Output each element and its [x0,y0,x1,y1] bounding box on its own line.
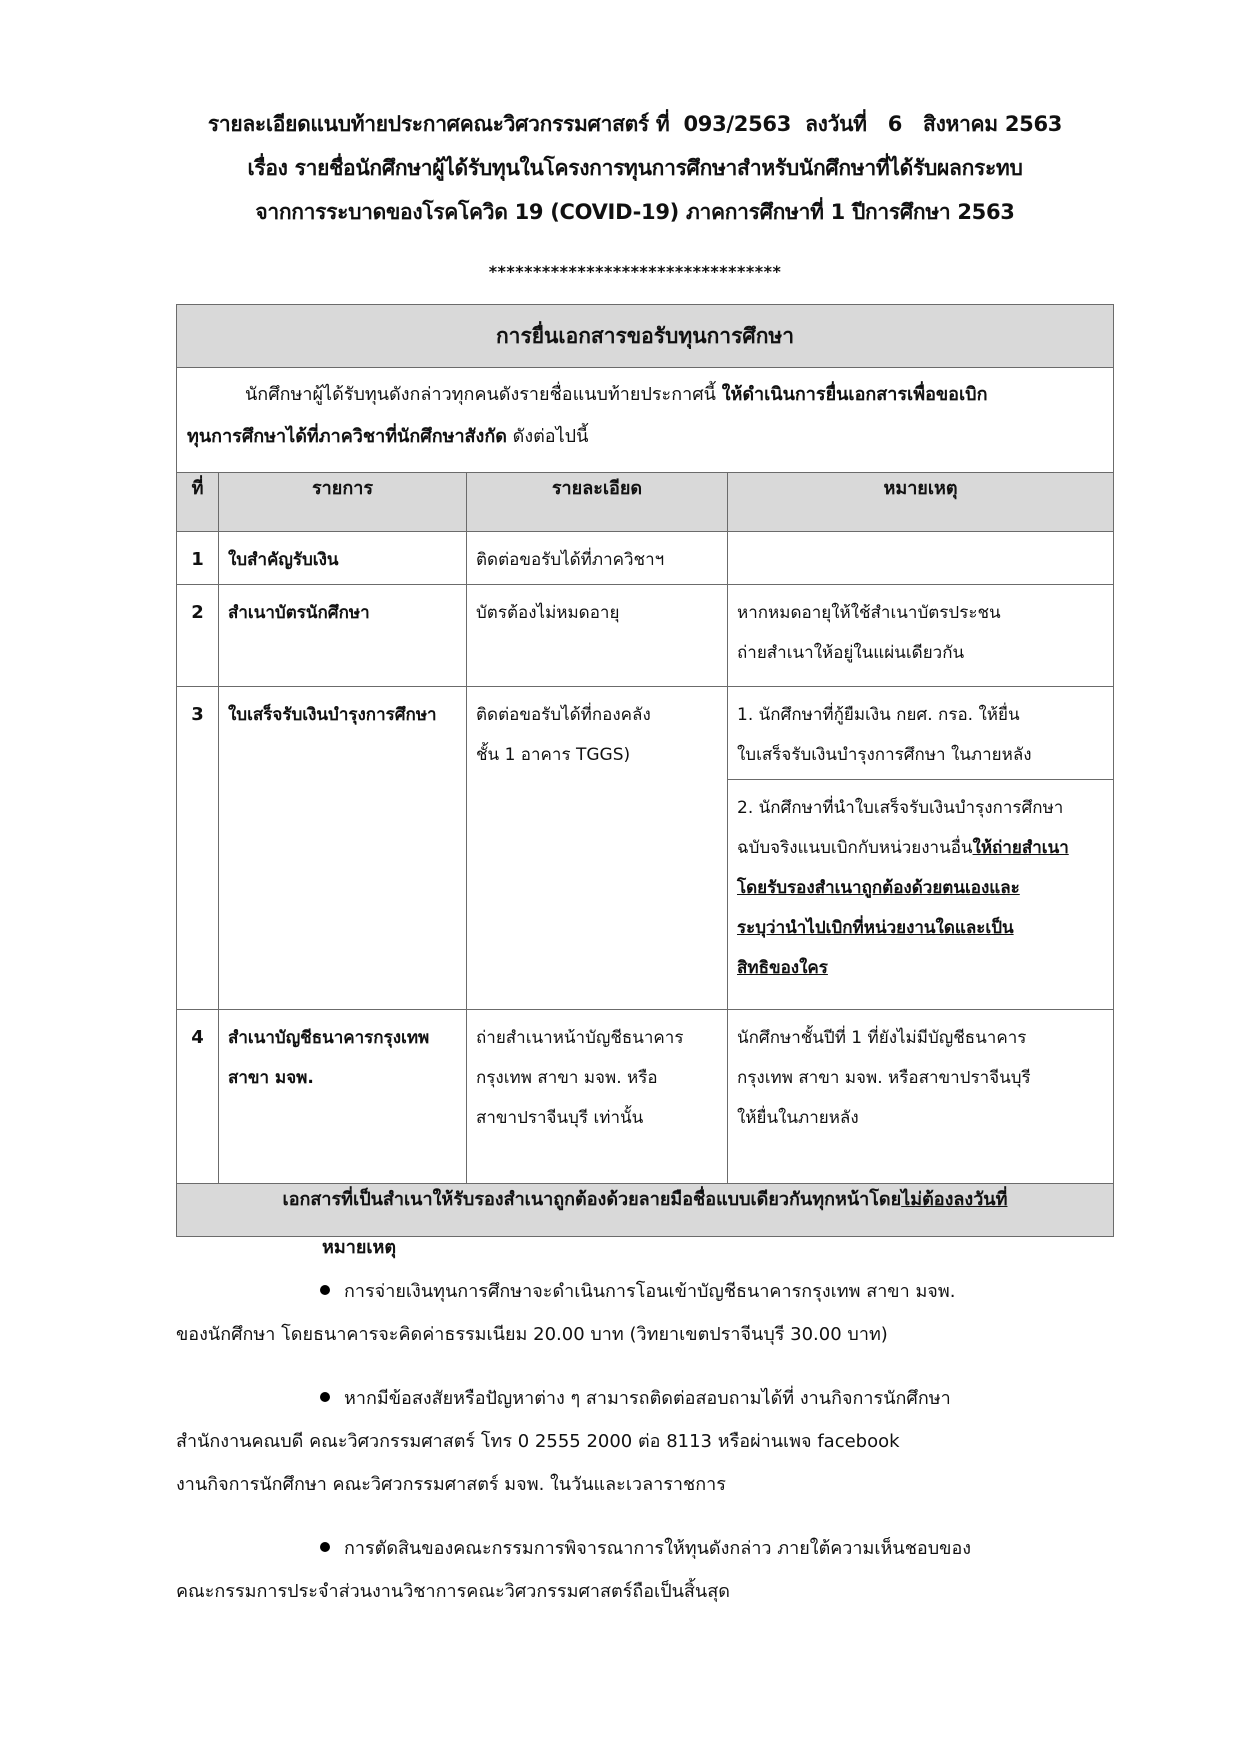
separator: ********************************* [488,262,782,281]
note-line: ของนักศึกษา โดยธนาคารจะคิดค่าธรรมเนียม 20.00 บาท (วิทยาเขตปราจีนบุรี 30.00 บาท) [176,1324,888,1345]
detail-line: ติดต่อขอรับได้ที่กองคลัง [476,705,651,725]
intro-bold-2: ทุนการศึกษาได้ที่ภาควิชาที่นักศึกษาสังกัด [187,426,507,447]
footer-underlined: ไม่ต้องลงวันที่ [901,1189,1008,1210]
remark-line [737,828,1105,868]
row-item [219,1010,467,1184]
intro-bold-1: ให้ดำเนินการยื่นเอกสารเพื่อขอเบิก [721,384,988,405]
row-item: ใบเสร็จรับเงินบำรุงการศึกษา [219,687,467,1010]
row-no: 1 [177,532,219,585]
intro-tail: ดังต่อไปนี้ [506,426,589,447]
table-row [177,532,1114,585]
note-line: การจ่ายเงินทุนการศึกษาจะดำเนินการโอนเข้าบัญชีธนาคารกรุงเทพ สาขา มจพ. [344,1281,956,1302]
footer-text: เอกสารที่เป็นสำเนาให้รับรองสำเนาถูกต้องด้วยลายมือชื่อแบบเดียวกันทุกหน้าโดย [282,1189,902,1210]
table-header-row [177,473,1114,532]
column-header-no: ที่ [177,473,219,532]
bullet-icon [320,1392,330,1402]
row-detail: บัตรต้องไม่หมดอายุ [467,585,728,687]
note-line: หากมีข้อสงสัยหรือปัญหาต่าง ๆ สามารถติดต่อสอบถามได้ที่ งานกิจการนักศึกษา [344,1388,951,1409]
header-line-2: เรื่อง รายชื่อนักศึกษาผู้ได้รับทุนในโครงการทุนการศึกษาสำหรับนักศึกษาที่ได้รับผลกระทบ [247,156,1023,180]
table-row [177,585,1114,687]
bullet-icon [320,1542,330,1552]
row-remark [728,532,1114,585]
intro-text: นักศึกษาผู้ได้รับทุนดังกล่าวทุกคนดังรายชื่อแนบท้ายประกาศนี้ [245,384,722,405]
row-remark [728,1010,1114,1184]
row-detail [467,1010,728,1184]
remark-line: นักศึกษาชั้นปีที่ 1 ที่ยังไม่มีบัญชีธนาคาร [737,1028,1027,1048]
remark-line: โดยรับรองสำเนาถูกต้องด้วยตนเองและ [737,878,1020,898]
header-line-1: รายละเอียดแนบท้ายประกาศคณะวิศวกรรมศาสตร์ ที่ 093/2563 ลงวันที่ 6 สิงหาคม 2563 [207,112,1063,136]
bullet-icon [320,1285,330,1295]
note-line: งานกิจการนักศึกษา คณะวิศวกรรมศาสตร์ มจพ. ในวันและเวลาราชการ [176,1474,726,1495]
row-remark-b [728,780,1114,1010]
table-row [177,687,1114,780]
remark-line: กรุงเทพ สาขา มจพ. หรือสาขาปราจีนบุรี [737,1068,1031,1088]
note-line: การตัดสินของคณะกรรมการพิจารณาการให้ทุนดังกล่าว ภายใต้ความเห็นชอบของ [344,1538,972,1559]
detail-line: กรุงเทพ สาขา มจพ. หรือ [476,1068,658,1088]
row-remark [728,585,1114,687]
row-detail: ติดต่อขอรับได้ที่ภาควิชาฯ [467,532,728,585]
note-item [176,1270,1112,1356]
detail-line: ถ่ายสำเนาหน้าบัญชีธนาคาร [476,1028,684,1048]
remark-line: 2. นักศึกษาที่นำใบเสร็จรับเงินบำรุงการศึกษา [737,798,1064,818]
row-item: สำเนาบัตรนักศึกษา [219,585,467,687]
note-item [176,1377,1112,1506]
table-row [177,1010,1114,1184]
remark-line: สิทธิของใคร [737,958,828,978]
remark-line: ระบุว่านำไปเบิกที่หน่วยงานใดและเป็น [737,918,1014,938]
remark-text: ฉบับจริงแนบเบิกกับหน่วยงานอื่น [737,838,973,858]
notes-title: หมายเหตุ [322,1237,397,1258]
table-footer [177,1184,1114,1237]
section-intro [177,368,1114,473]
remark-line: ใบเสร็จรับเงินบำรุงการศึกษา ในภายหลัง [737,745,1032,765]
note-item [176,1527,1112,1613]
note-line: คณะกรรมการประจำส่วนงานวิชาการคณะวิศวกรรมศาสตร์ถือเป็นสิ้นสุด [176,1581,730,1602]
row-no: 2 [177,585,219,687]
remark-line: หากหมดอายุให้ใช้สำเนาบัตรประชน [737,603,1001,623]
row-no: 4 [177,1010,219,1184]
remark-line: ให้ยื่นในภายหลัง [737,1108,859,1128]
item-line: สาขา มจพ. [228,1068,314,1088]
column-header-remark: หมายเหตุ [728,473,1114,532]
row-detail [467,687,728,1010]
documents-table [176,304,1114,1237]
header-line-3: จากการระบาดของโรคโควิด 19 (COVID-19) ภาคการศึกษาที่ 1 ปีการศึกษา 2563 [255,200,1015,224]
note-line: สำนักงานคณบดี คณะวิศวกรรมศาสตร์ โทร 0 2555 2000 ต่อ 8113 หรือผ่านเพจ facebook [176,1431,900,1452]
remark-line: 1. นักศึกษาที่กู้ยืมเงิน กยศ. กรอ. ให้ยื่น [737,705,1020,725]
column-header-item: รายการ [219,473,467,532]
document-header [150,102,1120,234]
row-no: 3 [177,687,219,1010]
item-line: สำเนาบัญชีธนาคารกรุงเทพ [228,1028,430,1048]
remark-line: ถ่ายสำเนาให้อยู่ในแผ่นเดียวกัน [737,643,965,663]
row-remark-a [728,687,1114,780]
row-item: ใบสำคัญรับเงิน [219,532,467,585]
detail-line: ชั้น 1 อาคาร TGGS) [476,745,631,765]
section-title: การยื่นเอกสารขอรับทุนการศึกษา [177,305,1114,368]
remark-emphasis: ให้ถ่ายสำเนา [972,838,1069,858]
column-header-detail: รายละเอียด [467,473,728,532]
detail-line: สาขาปราจีนบุรี เท่านั้น [476,1108,644,1128]
table-footer-row [177,1184,1114,1237]
